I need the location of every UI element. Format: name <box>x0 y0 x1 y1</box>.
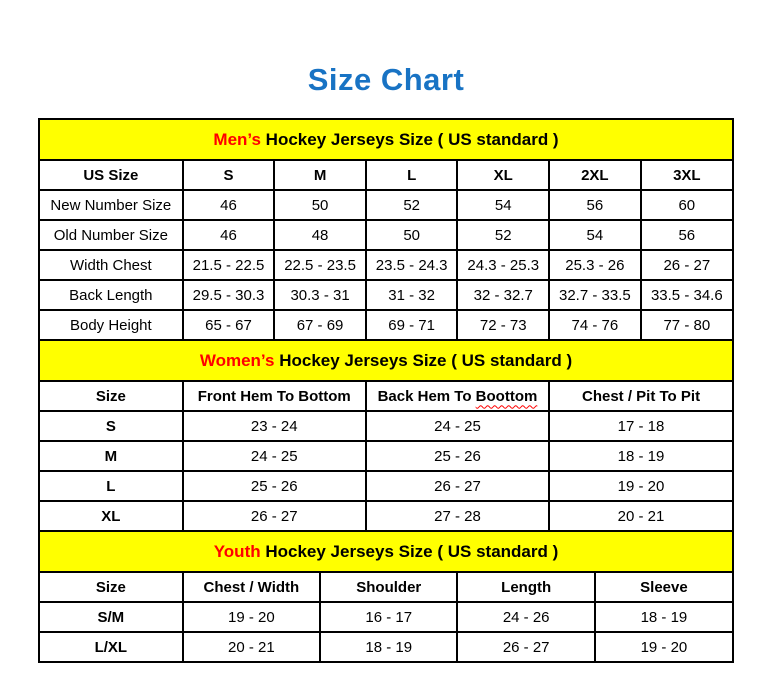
column-header: Size <box>39 381 183 411</box>
column-header: Chest / Pit To Pit <box>549 381 733 411</box>
row-label: Body Height <box>39 310 183 340</box>
table-cell: 26 - 27 <box>641 250 733 280</box>
table-cell: 65 - 67 <box>183 310 275 340</box>
table-cell: 26 - 27 <box>183 501 366 531</box>
mens-table-banner <box>38 118 734 161</box>
womens-size-section <box>38 339 734 532</box>
table-cell: 56 <box>641 220 733 250</box>
table-cell: 27 - 28 <box>366 501 549 531</box>
table-cell: 26 - 27 <box>457 632 594 662</box>
table-cell: 52 <box>457 220 549 250</box>
header-row <box>39 381 733 411</box>
table-cell: 31 - 32 <box>366 280 458 310</box>
mens-size-section <box>38 118 734 341</box>
mens-banner-highlight: Men’s <box>213 130 261 149</box>
table-row <box>39 501 733 531</box>
mens-size-table <box>38 159 734 341</box>
table-cell: 19 - 20 <box>595 632 733 662</box>
size-chart-tables <box>38 118 734 663</box>
column-header: Length <box>457 572 594 602</box>
table-cell: 23 - 24 <box>183 411 366 441</box>
table-row <box>39 250 733 280</box>
column-header: Size <box>39 572 183 602</box>
column-header: Front Hem To Bottom <box>183 381 366 411</box>
youth-size-section <box>38 530 734 663</box>
table-cell: 77 - 80 <box>641 310 733 340</box>
table-cell: 17 - 18 <box>549 411 733 441</box>
misspelled-word: Boottom <box>475 387 538 405</box>
row-label: Width Chest <box>39 250 183 280</box>
table-cell: 16 - 17 <box>320 602 457 632</box>
table-row <box>39 280 733 310</box>
table-cell: 26 - 27 <box>366 471 549 501</box>
table-cell: 33.5 - 34.6 <box>641 280 733 310</box>
table-cell: 18 - 19 <box>595 602 733 632</box>
table-cell: 18 - 19 <box>549 441 733 471</box>
table-row <box>39 411 733 441</box>
row-label: New Number Size <box>39 190 183 220</box>
table-row <box>39 220 733 250</box>
table-cell: 46 <box>183 190 275 220</box>
table-cell: 69 - 71 <box>366 310 458 340</box>
row-label: XL <box>39 501 183 531</box>
table-cell: 24 - 26 <box>457 602 594 632</box>
row-label: S <box>39 411 183 441</box>
table-cell: 48 <box>274 220 366 250</box>
table-cell: 52 <box>366 190 458 220</box>
mens-banner-text: Hockey Jerseys Size ( US standard ) <box>260 130 559 149</box>
table-row <box>39 602 733 632</box>
header-row <box>39 160 733 190</box>
table-cell: 24.3 - 25.3 <box>457 250 549 280</box>
header-row <box>39 572 733 602</box>
youth-banner-highlight: Youth <box>213 542 261 561</box>
column-header: L <box>366 160 458 190</box>
table-cell: 24 - 25 <box>183 441 366 471</box>
table-cell: 54 <box>457 190 549 220</box>
table-row <box>39 441 733 471</box>
table-cell: 32 - 32.7 <box>457 280 549 310</box>
table-cell: 23.5 - 24.3 <box>366 250 458 280</box>
table-cell: 50 <box>366 220 458 250</box>
column-header: XL <box>457 160 549 190</box>
table-cell: 74 - 76 <box>549 310 641 340</box>
table-cell: 24 - 25 <box>366 411 549 441</box>
table-cell: 56 <box>549 190 641 220</box>
womens-banner-text: Hockey Jerseys Size ( US standard ) <box>274 351 573 370</box>
column-header: 3XL <box>641 160 733 190</box>
column-header-text: Back Hem To <box>377 387 476 405</box>
table-row <box>39 632 733 662</box>
row-label: Back Length <box>39 280 183 310</box>
row-label: L <box>39 471 183 501</box>
table-cell: 25.3 - 26 <box>549 250 641 280</box>
table-row <box>39 310 733 340</box>
table-cell: 20 - 21 <box>183 632 320 662</box>
table-cell: 72 - 73 <box>457 310 549 340</box>
table-cell: 19 - 20 <box>183 602 320 632</box>
youth-table-banner <box>38 530 734 573</box>
table-cell: 60 <box>641 190 733 220</box>
table-cell: 30.3 - 31 <box>274 280 366 310</box>
page-title: Size Chart <box>307 62 465 97</box>
womens-banner-highlight: Women’s <box>199 351 275 370</box>
table-cell: 19 - 20 <box>549 471 733 501</box>
column-header: Shoulder <box>320 572 457 602</box>
table-cell: 46 <box>183 220 275 250</box>
table-row <box>39 190 733 220</box>
column-header: Sleeve <box>595 572 733 602</box>
table-row <box>39 471 733 501</box>
table-cell: 54 <box>549 220 641 250</box>
column-header: M <box>274 160 366 190</box>
column-header: Chest / Width <box>183 572 320 602</box>
youth-size-table <box>38 571 734 663</box>
table-cell: 67 - 69 <box>274 310 366 340</box>
womens-size-table <box>38 380 734 532</box>
column-header <box>366 381 549 411</box>
column-header: S <box>183 160 275 190</box>
table-cell: 21.5 - 22.5 <box>183 250 275 280</box>
row-label: Old Number Size <box>39 220 183 250</box>
table-cell: 50 <box>274 190 366 220</box>
column-header: 2XL <box>549 160 641 190</box>
table-cell: 22.5 - 23.5 <box>274 250 366 280</box>
table-cell: 25 - 26 <box>183 471 366 501</box>
table-cell: 20 - 21 <box>549 501 733 531</box>
womens-table-banner <box>38 339 734 382</box>
youth-banner-text: Hockey Jerseys Size ( US standard ) <box>260 542 559 561</box>
row-label: L/XL <box>39 632 183 662</box>
table-cell: 25 - 26 <box>366 441 549 471</box>
table-cell: 29.5 - 30.3 <box>183 280 275 310</box>
row-label: M <box>39 441 183 471</box>
column-header: US Size <box>39 160 183 190</box>
table-cell: 32.7 - 33.5 <box>549 280 641 310</box>
table-cell: 18 - 19 <box>320 632 457 662</box>
row-label: S/M <box>39 602 183 632</box>
